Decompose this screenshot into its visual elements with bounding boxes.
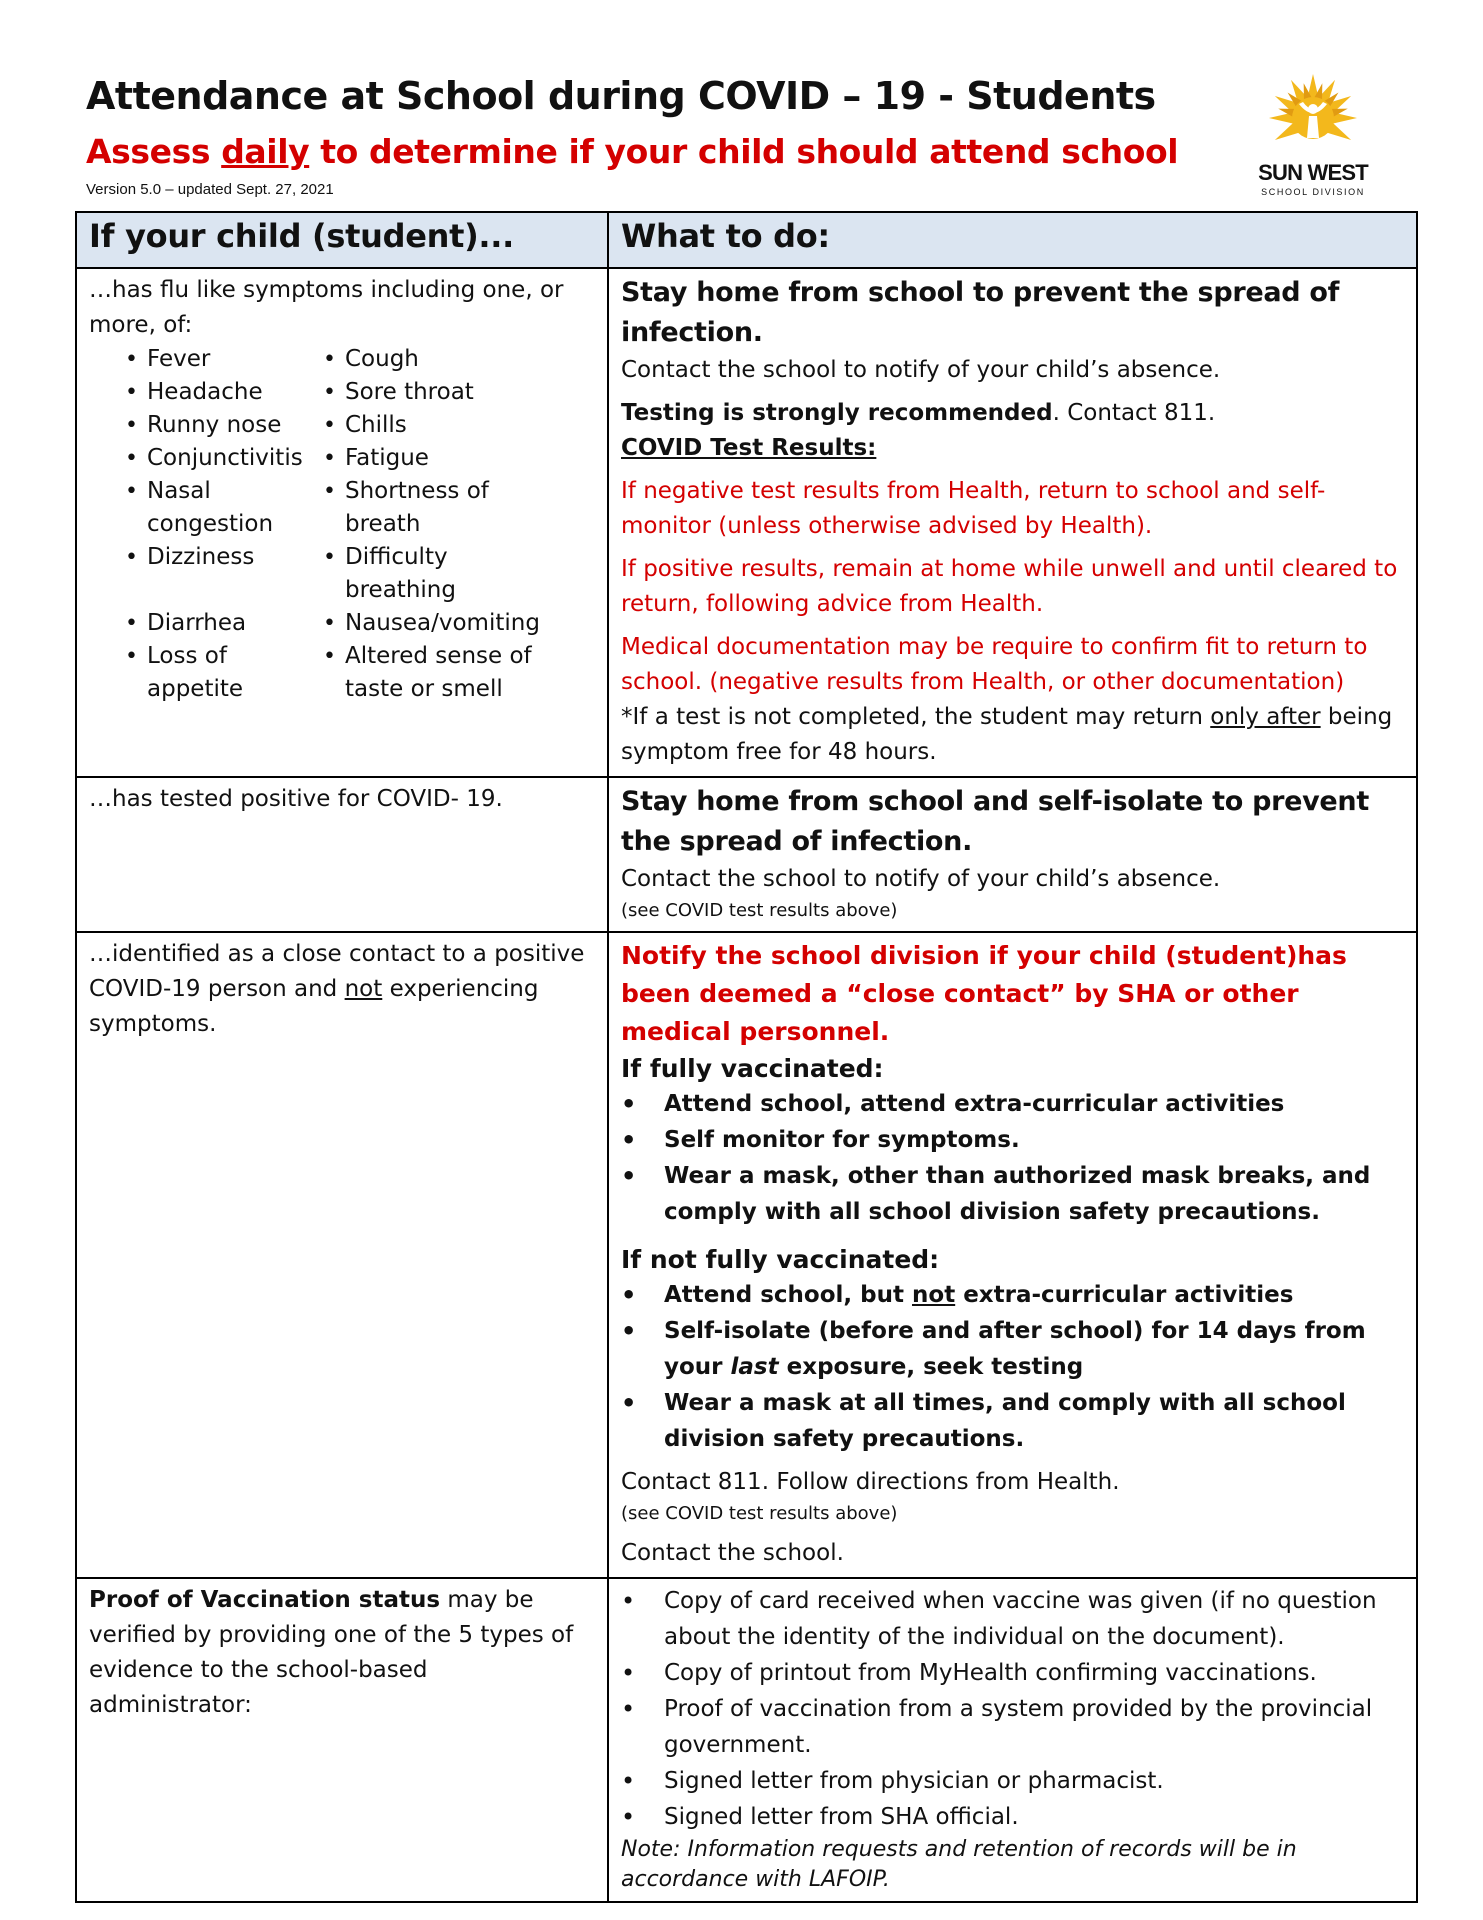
list-item: • Wear a mask, other than authorized mask breaks, and comply with all school division safety precautions. [621,1158,1404,1230]
not-vaccinated-list [621,1277,1404,1457]
contact-school-text: Contact the school to notify of your child’s absence. [621,357,1221,383]
version-note: Version 5.0 – updated Sept. 27, 2021 [86,181,334,198]
contact-school-text: Contact the school to notify of your child’s absence. [621,866,1221,892]
logo-name: SUN WEST [1258,160,1368,185]
list-item [621,1313,1404,1385]
testing-rest: . Contact 811. [1052,400,1216,426]
column-header-action: What to do: [608,212,1417,268]
list-item: • Wear a mask at all times, and comply with all school division safety precautions. [621,1385,1404,1457]
list-item: • Fever [125,343,323,376]
list-item: • Signed letter from physician or pharmacist. [621,1763,1404,1799]
row-tested-positive-condition: …has tested positive for COVID- 19. [76,777,608,932]
see-results-note: (see COVID test results above) [621,1503,898,1524]
list-item: • Altered sense of taste or smell [323,640,553,706]
testing-text [621,396,1404,431]
close-contact-post: experiencing symptoms. [89,976,539,1037]
fully-vaccinated-label: If fully vaccinated: [621,1054,884,1083]
list-item: • Runny nose [125,409,323,442]
list-item: • Cough [323,343,553,376]
list-item: • Fatigue [323,442,553,475]
list-item: • Dizziness [125,541,323,574]
not-vaccinated-label: If not fully vaccinated: [621,1245,940,1274]
row-proof-vaccination-condition [76,1578,608,1902]
list-item: • Copy of card received when vaccine was given (if no question about the identity of the individual on the document). [621,1583,1404,1655]
list-item: • Diarrhea [125,607,323,640]
subtitle-post: to determine if your child should attend school [309,132,1179,171]
table-row [76,268,1417,777]
list-item: • Chills [323,409,553,442]
list-item: • Loss of appetite [125,640,323,706]
column-header-child: If your child (student)... [76,212,608,268]
table-header-row [76,212,1417,268]
item-emphasis: not [912,1282,956,1308]
flu-intro: …has flu like symptoms including one, or more, of: [89,277,564,338]
row-tested-positive-action [608,777,1417,932]
symptom-list [89,343,595,706]
table-row [76,777,1417,932]
proof-vaccination-rest: may be verified by providing one of the 5 types of evidence to the school-based administrator: [89,1587,574,1718]
lafoip-note: Note: Information requests and retention of records will be in accordance with LAFOIP. [621,1837,1297,1892]
subtitle-emphasis: daily [221,132,310,171]
row-close-contact-action [608,932,1417,1578]
close-contact-pre: …identified as a close contact to a positive COVID-19 person and [89,941,585,1002]
row-flu-symptoms-condition [76,268,608,777]
list-item: • Nasal congestion [125,475,323,541]
evidence-list [621,1583,1404,1835]
table-row [76,1578,1417,1902]
see-results-note: (see COVID test results above) [621,900,898,921]
symptom-column-1 [125,343,323,706]
item-post: extra-curricular activities [955,1282,1294,1308]
test-results-label: COVID Test Results: [621,435,877,461]
list-item: • Shortness of breath [323,475,553,541]
list-item: • Copy of printout from MyHealth confirming vaccinations. [621,1655,1404,1691]
item-pre: Attend school, but [664,1282,913,1308]
table-row [76,932,1417,1578]
logo-subtitle: SCHOOL DIVISION [1261,187,1365,197]
list-item: • Nausea/vomiting [323,607,553,640]
sun-logo-icon [1260,72,1366,158]
list-item: • Sore throat [323,376,553,409]
item-post: exposure, seek testing [778,1354,1084,1380]
no-test-emphasis: only after [1210,704,1321,730]
list-item: • Conjunctivitis [125,442,323,475]
no-test-text [621,700,1404,770]
list-item: • Signed letter from SHA official. [621,1799,1404,1835]
stay-home-heading: Stay home from school to prevent the spread of infection. [621,277,1340,348]
row-close-contact-condition [76,932,608,1578]
list-item: • Proof of vaccination from a system provided by the provincial government. [621,1691,1404,1763]
list-item: • Headache [125,376,323,409]
symptom-column-2 [323,343,553,706]
medical-documentation-text: Medical documentation may be require to confirm fit to return to school. (negative results from Health, or other documentation) [621,634,1368,695]
row-flu-symptoms-action [608,268,1417,777]
proof-vaccination-label: Proof of Vaccination status [89,1587,441,1613]
notify-division-text: Notify the school division if your child (student)has been deemed a “close contact” by SHA or other medical personnel. [621,941,1347,1046]
list-item: • Self monitor for symptoms. [621,1122,1404,1158]
close-contact-emphasis: not [344,976,383,1002]
contact-811-text: Contact 811. Follow directions from Health. [621,1469,1120,1495]
fully-vaccinated-list [621,1086,1404,1230]
positive-results-text: If positive results, remain at home while unwell and until cleared to return, following advice from Health. [621,556,1398,617]
negative-results-text: If negative test results from Health, return to school and self-monitor (unless otherwise advised by Health). [621,478,1326,539]
list-item [621,1277,1404,1313]
testing-emphasis: Testing is strongly recommended [621,400,1053,426]
page-title: Attendance at School during COVID – 19 - Students [86,74,1156,118]
sun-west-logo [1248,72,1378,202]
subtitle-pre: Assess [86,132,222,171]
no-test-post: being symptom free for 48 hours. [621,704,1393,765]
item-pre: Self-isolate (before and after school) for 14 days from your [664,1318,1366,1380]
list-item: • Difficulty breathing [323,541,553,607]
contact-school-text: Contact the school. [621,1540,844,1566]
attendance-table [75,211,1418,1903]
item-emphasis: last [730,1354,779,1380]
row-proof-vaccination-action [608,1578,1417,1902]
no-test-pre: *If a test is not completed, the student may return [621,704,1211,730]
list-item: • Attend school, attend extra-curricular activities [621,1086,1404,1122]
self-isolate-heading: Stay home from school and self-isolate to prevent the spread of infection. [621,786,1369,857]
page-subtitle [86,132,1178,171]
